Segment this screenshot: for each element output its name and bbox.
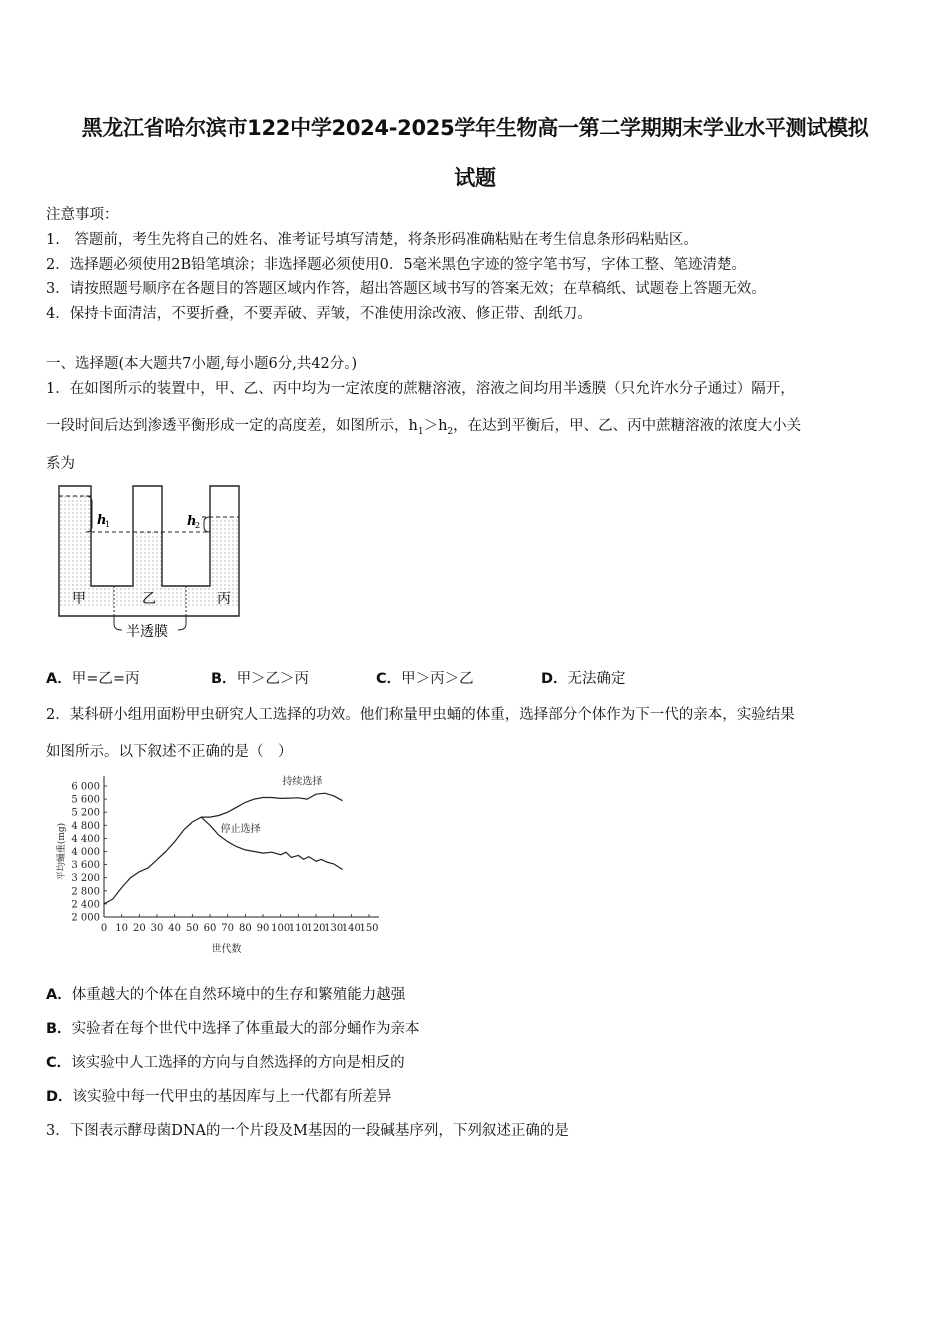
y-tick-label: 4 400 bbox=[71, 833, 100, 845]
q1-line1: 1．在如图所示的装置中，甲、乙、丙中均为一定浓度的蔗糖溶液，溶液之间均用半透膜（只允许水分子通过）隔开， bbox=[46, 381, 795, 397]
x-tick-label: 0 bbox=[100, 923, 108, 934]
q1-sub1: 1 bbox=[417, 426, 424, 437]
q1-option-a[interactable]: A．甲=乙=丙 bbox=[46, 671, 140, 687]
y-tick-label: 5 200 bbox=[71, 807, 100, 819]
x-tick-label: 70 bbox=[221, 923, 235, 934]
h2-sub: 2 bbox=[195, 521, 201, 530]
q1-line2-a: 一段时间后达到渗透平衡形成一定的高度差，如图所示，h bbox=[46, 418, 418, 434]
x-tick-label: 40 bbox=[168, 923, 182, 934]
x-tick-label: 60 bbox=[203, 923, 217, 934]
x-tick-label: 80 bbox=[238, 923, 252, 934]
section-heading: 一、选择题(本大题共7小题,每小题6分,共42分。) bbox=[46, 356, 358, 372]
label-yi: 乙 bbox=[142, 591, 156, 607]
label-jia: 甲 bbox=[72, 591, 86, 607]
q3-number: 3． bbox=[46, 1123, 70, 1139]
notice-heading: 注意事项： bbox=[46, 207, 119, 223]
y-tick-label: 4 800 bbox=[71, 820, 100, 832]
series-label-continued: 持续选择 bbox=[282, 776, 323, 788]
y-tick-label: 3 600 bbox=[71, 860, 100, 872]
page-title: 黑龙江省哈尔滨市122中学2024-2025学年生物高一第二学期期末学业水平测试模拟 bbox=[81, 116, 869, 140]
y-tick-label: 3 200 bbox=[71, 873, 100, 885]
q1-line2-b: ，在达到平衡后，甲、乙、丙中蔗糖溶液的浓度大小关 bbox=[453, 418, 802, 434]
q2-line2: 如图所示。以下叙述不正确的是（ ） bbox=[46, 744, 293, 760]
q1-line2 bbox=[46, 414, 801, 437]
osmosis-figure bbox=[52, 484, 244, 646]
notice-item-2: 2．选择题必须使用2B铅笔填涂；非选择题必须使用0．5毫米黑色字迹的签字笔书写，字体工整、笔迹清楚。 bbox=[46, 257, 747, 273]
x-tick-label: 140 bbox=[341, 923, 361, 934]
q2-line1: 2．某科研小组用面粉甲虫研究人工选择的功效。他们称量甲虫蛹的体重，选择部分个体作为下一代的亲本，实验结果 bbox=[46, 707, 795, 723]
y-tick-label: 2 000 bbox=[71, 912, 100, 924]
notice-item-3: 3．请按照题号顺序在各题目的答题区域内作答，超出答题区域书写的答案无效；在草稿纸、试题卷上答题无效。 bbox=[46, 281, 766, 297]
jia-column-liquid bbox=[59, 496, 91, 586]
page-title-line2: 试题 bbox=[454, 166, 496, 190]
q2-option-b[interactable]: B．实验者在每个世代中选择了体重最大的部分蛹作为亲本 bbox=[46, 1021, 420, 1037]
q2-option-a[interactable]: A．体重越大的个体在自然环境中的生存和繁殖能力越强 bbox=[46, 987, 406, 1003]
q1-option-b[interactable]: B．甲＞乙＞丙 bbox=[211, 671, 310, 687]
x-tick-label: 120 bbox=[306, 923, 326, 934]
y-axis-label: 平均蛹重(mg) bbox=[57, 822, 67, 881]
x-tick-label: 20 bbox=[132, 923, 146, 934]
h2-label: h bbox=[187, 514, 197, 529]
q1-gt: ＞h bbox=[423, 418, 448, 434]
q2-option-c[interactable]: C．该实验中人工选择的方向与自然选择的方向是相反的 bbox=[46, 1055, 405, 1071]
x-tick-label: 50 bbox=[185, 923, 199, 934]
q1-line3: 系为 bbox=[46, 456, 75, 472]
pupa-weight-chart bbox=[44, 768, 394, 960]
bing-column-liquid bbox=[210, 517, 239, 586]
x-tick-label: 150 bbox=[359, 923, 379, 934]
q1-option-c[interactable]: C．甲＞丙＞乙 bbox=[376, 671, 474, 687]
h1-label: h bbox=[97, 513, 107, 528]
x-axis-label: 世代数 bbox=[211, 944, 242, 955]
x-tick-label: 110 bbox=[288, 923, 308, 934]
membrane-label: 半透膜 bbox=[126, 624, 168, 640]
y-tick-label: 2 400 bbox=[71, 899, 100, 911]
h1-sub: 1 bbox=[105, 520, 111, 529]
q2-option-d[interactable]: D．该实验中每一代甲虫的基因库与上一代都有所差异 bbox=[46, 1089, 392, 1105]
notice-item-1: 1. 答题前，考生先将自己的姓名、准考证号填写清楚，将条形码准确粘贴在考生信息条形码粘贴区。 bbox=[46, 232, 698, 248]
y-tick-label: 2 800 bbox=[71, 886, 100, 898]
q3-text: 下图表示酵母菌DNA的一个片段及M基因的一段碱基序列，下列叙述正确的是 bbox=[69, 1123, 569, 1139]
y-tick-label: 5 600 bbox=[71, 794, 100, 806]
label-bing: 丙 bbox=[217, 591, 231, 607]
y-tick-label: 4 000 bbox=[71, 847, 100, 858]
q1-option-d[interactable]: D．无法确定 bbox=[541, 671, 626, 687]
x-tick-label: 100 bbox=[271, 923, 291, 934]
x-tick-label: 30 bbox=[150, 923, 164, 934]
y-tick-label: 6 000 bbox=[71, 781, 100, 793]
x-tick-label: 90 bbox=[256, 923, 270, 934]
h2-bracket bbox=[204, 517, 210, 532]
q3-stem bbox=[46, 1119, 569, 1140]
series-label-stopped: 停止选择 bbox=[220, 823, 261, 835]
x-tick-label: 130 bbox=[324, 923, 344, 934]
yi-column-liquid bbox=[133, 532, 162, 586]
series-line-1 bbox=[104, 793, 343, 904]
notice-item-4: 4．保持卡面清洁，不要折叠，不要弄破、弄皱，不准使用涂改液、修正带、刮纸刀。 bbox=[46, 306, 592, 322]
q1-sub2: 2 bbox=[447, 426, 454, 437]
x-tick-label: 10 bbox=[115, 923, 129, 934]
q1-options bbox=[46, 667, 626, 688]
